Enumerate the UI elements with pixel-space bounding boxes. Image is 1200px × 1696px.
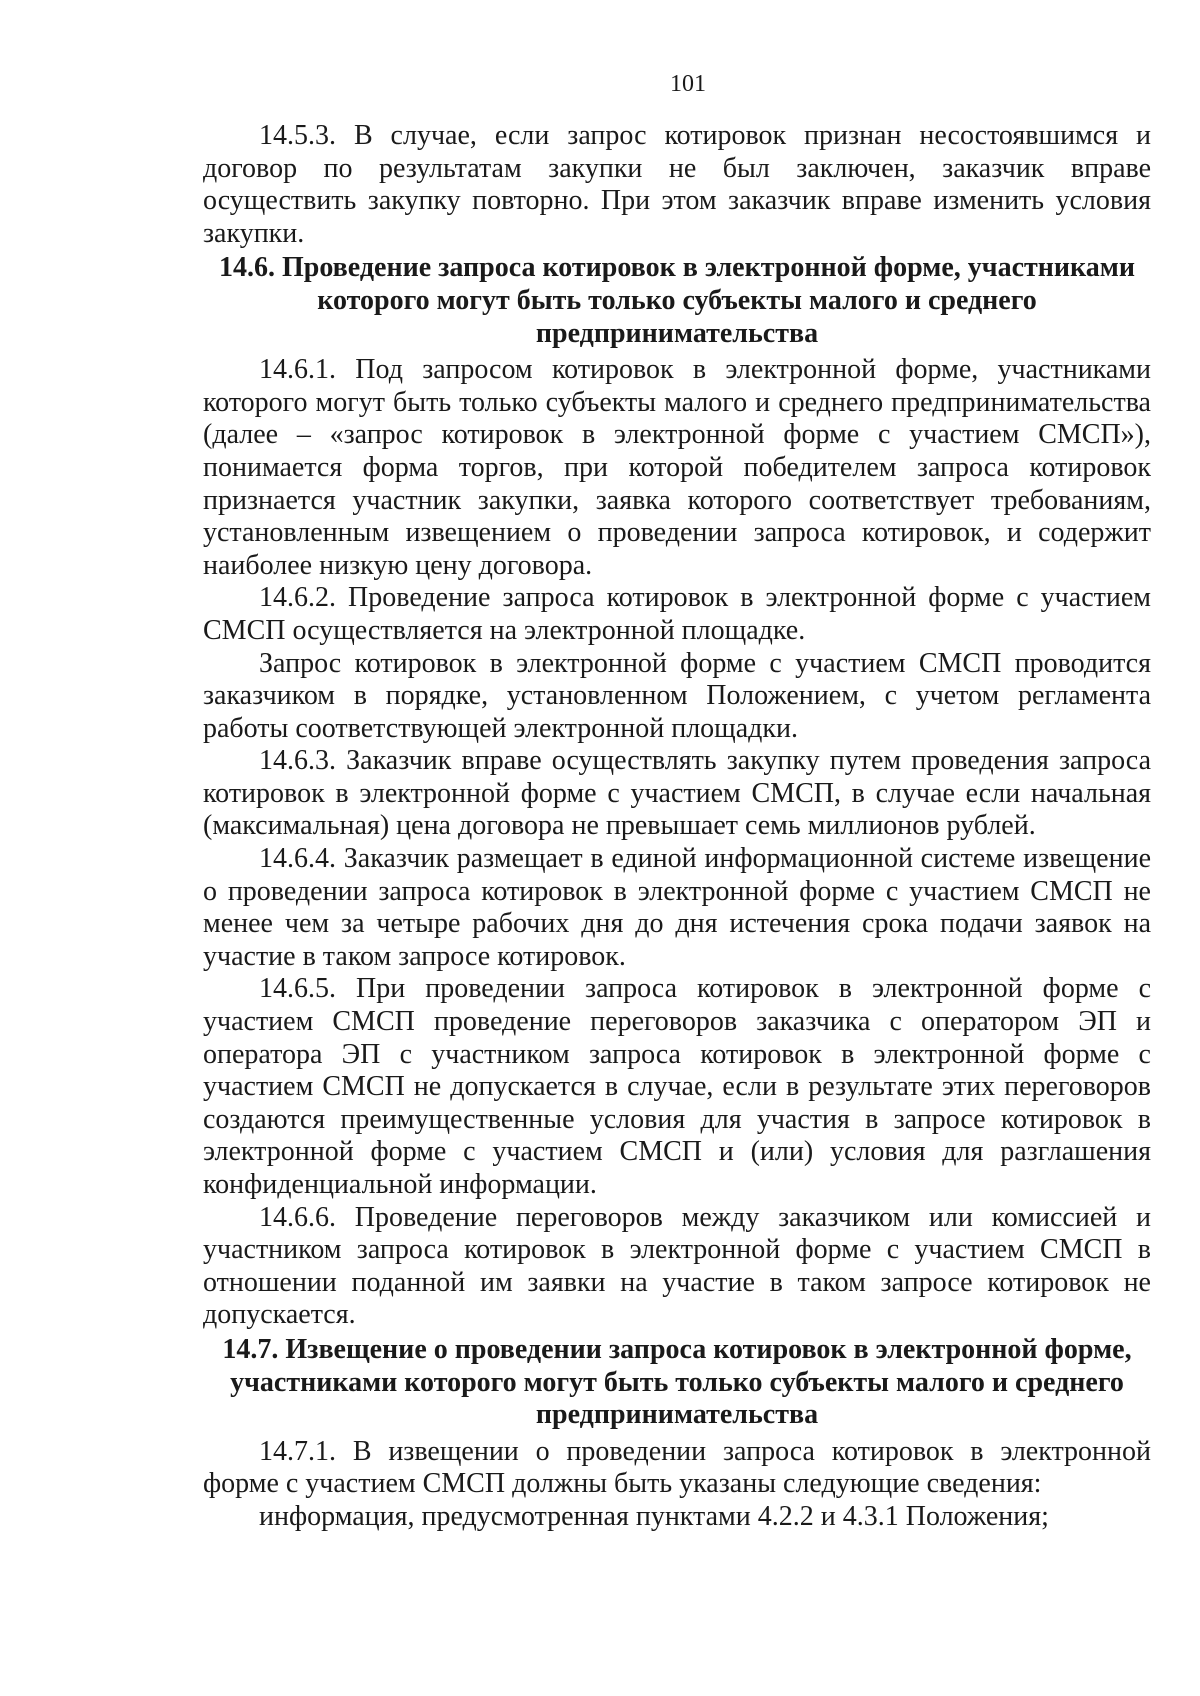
paragraph-14-6-4: 14.6.4. Заказчик размещает в единой информационной системе извещение о проведении запроса котировок в электронной форме с участием СМСП не менее чем за четыре рабочих дня до дня истечения срока подачи заявок на участие в таком запросе котировок. [203, 843, 1151, 972]
section-heading-14-7: 14.7. Извещение о проведении запроса котировок в электронной форме, участниками которого могут быть только субъекты малого и среднего предпринимательства [222, 1333, 1132, 1431]
section-heading-14-6: 14.6. Проведение запроса котировок в электронной форме, участниками которого могут быть только субъекты малого и среднего предпринимательства [219, 252, 1135, 349]
paragraph-14-7-1: 14.7.1. В извещении о проведении запроса котировок в электронной форме с участием СМСП должны быть указаны следующие сведения: [203, 1435, 1151, 1500]
paragraph-14-6-6: 14.6.6. Проведение переговоров между заказчиком или комиссией и участником запроса котировок в электронной форме с участием СМСП в отношении поданной им заявки на участие в таком запросе котировок не допускается. [203, 1201, 1151, 1331]
page-number: 101 [670, 71, 706, 97]
paragraph-14-6-2-continued: Запрос котировок в электронной форме с участием СМСП проводится заказчиком в порядке, установленном Положением, с учетом регламента работы соответствующей электронной площадки. [203, 647, 1151, 744]
paragraph-list-item: информация, предусмотренная пунктами 4.2.2 и 4.3.1 Положения; [259, 1500, 1049, 1532]
paragraph-14-6-1: 14.6.1. Под запросом котировок в электронной форме, участниками которого могут быть только субъекты малого и среднего предпринимательства (далее – «запрос котировок в электронной форме с участием СМСП»), понимается форма торгов, при которой победителем запроса котировок признается участник закупки, заявка которого соответствует требованиям, установленным извещением о проведении запроса котировок, и содержит наиболее низкую цену договора. [203, 354, 1151, 581]
paragraph-14-6-5: 14.6.5. При проведении запроса котировок в электронной форме с участием СМСП проведение переговоров заказчика с оператором ЭП и оператора ЭП с участником запроса котировок в электронной форме с участием СМСП не допускается в случае, если в результате этих переговоров создаются преимущественные условия для участия в запросе котировок в электронной форме с участием СМСП и (или) условия для разглашения конфиденциальной информации. [203, 973, 1151, 1200]
paragraph-14-6-3: 14.6.3. Заказчик вправе осуществлять закупку путем проведения запроса котировок в электронной форме с участием СМСП, в случае если начальная (максимальная) цена договора не превышает семь миллионов рублей. [203, 745, 1151, 842]
paragraph-14-5-3: 14.5.3. В случае, если запрос котировок признан несостоявшимся и договор по результатам закупки не был заключен, заказчик вправе осуществить закупку повторно. При этом заказчик вправе изменить условия закупки. [203, 120, 1151, 249]
document-page [203, 70, 1151, 1534]
paragraph-14-6-2: 14.6.2. Проведение запроса котировок в электронной форме с участием СМСП осуществляется на электронной площадке. [203, 582, 1151, 646]
